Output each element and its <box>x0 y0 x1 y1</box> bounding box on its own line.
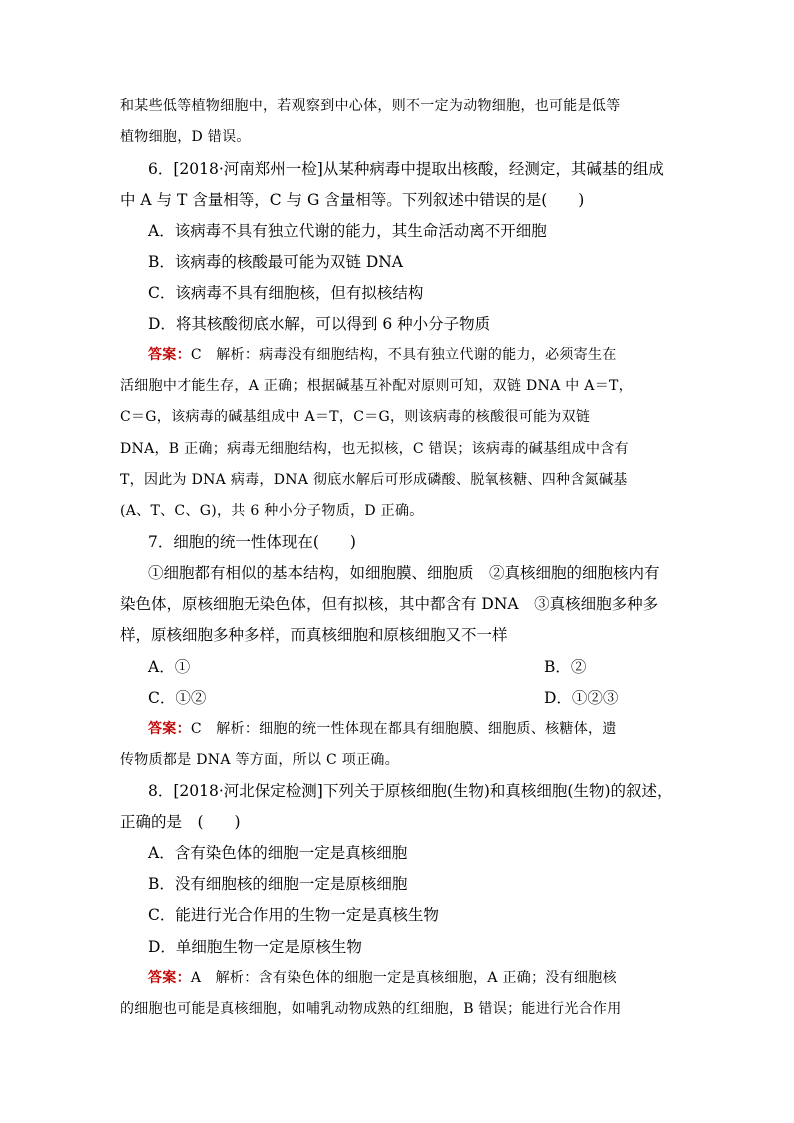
question-6-explanation-line: T，因此为 DNA 病毒，DNA 彻底水解后可形成磷酸、脱氧核糖、四种含氮碱基 <box>120 472 628 488</box>
question-6-option-d: D．将其核酸彻底水解，可以得到 6 种小分子物质 <box>148 315 491 333</box>
question-8-explanation-line: 的细胞也可能是真核细胞，如哺乳动物成熟的红细胞，B 错误；能进行光合作用 <box>120 1001 622 1017</box>
answer-label: 答案： <box>148 721 191 737</box>
answer-label: 答案： <box>148 970 191 986</box>
question-7-item: 染色体，原核细胞无染色体，但有拟核，其中都含有 DNA ③真核细胞多种多 <box>120 595 659 613</box>
question-7-options-row <box>148 655 674 679</box>
answer-label: 答案： <box>148 347 191 363</box>
question-8-stem: 正确的是 ( ) <box>120 813 241 831</box>
explanation-text: A 解析：含有染色体的细胞一定是真核细胞，A 正确；没有细胞核 <box>190 970 617 986</box>
prev-explanation-line: 植物细胞，D 错误。 <box>120 129 251 145</box>
question-6-option-a: A．该病毒不具有独立代谢的能力，其生命活动离不开细胞 <box>148 222 547 240</box>
question-7-option-b: B．② <box>544 658 587 676</box>
question-6-explanation-line: 活细胞中才能生存，A 正确；根据碱基互补配对原则可知，双链 DNA 中 A＝T， <box>120 378 633 394</box>
question-7-stem: 7．细胞的统一性体现在( ) <box>148 533 356 551</box>
question-6-explanation-line: C＝G，该病毒的碱基组成中 A＝T，C＝G，则该病毒的核酸很可能为双链 <box>120 409 591 425</box>
question-6-explanation-line: DNA，B 正确；病毒无细胞结构，也无拟核，C 错误；该病毒的碱基组成中含有 <box>120 441 629 457</box>
explanation-text: C 解析：病毒没有细胞结构，不具有独立代谢的能力，必须寄生在 <box>190 347 617 363</box>
question-6-stem: 中 A 与 T 含量相等，C 与 G 含量相等。下列叙述中错误的是( ) <box>120 191 585 209</box>
question-8-explanation <box>148 966 674 990</box>
question-6-stem: 6．[2018·河南郑州一检]从某种病毒中提取出核酸，经测定，其碱基的组成 <box>148 160 664 178</box>
question-7-explanation-line: 传物质都是 DNA 等方面，所以 C 项正确。 <box>120 752 399 768</box>
question-6-explanation-line: (A、T、C、G)，共 6 种小分子物质，D 正确。 <box>120 503 424 519</box>
question-7-option-d: D．①②③ <box>544 689 619 707</box>
question-7-option-a: A．① <box>148 658 191 676</box>
question-7-item: 样，原核细胞多种多样，而真核细胞和原核细胞又不一样 <box>120 626 508 644</box>
question-8-option-b: B．没有细胞核的细胞一定是原核细胞 <box>148 875 408 893</box>
question-7-options-row <box>148 686 674 710</box>
question-6-explanation <box>148 343 674 367</box>
question-7-item: ①细胞都有相似的基本结构，如细胞膜、细胞质 ②真核细胞的细胞核内有 <box>148 564 660 582</box>
prev-explanation-line: 和某些低等植物细胞中，若观察到中心体，则不一定为动物细胞，也可能是低等 <box>120 98 621 114</box>
question-8-stem: 8．[2018·河北保定检测]下列关于原核细胞(生物)和真核细胞(生物)的叙述， <box>148 782 673 800</box>
question-6-option-b: B．该病毒的核酸最可能为双链 DNA <box>148 253 404 271</box>
question-7-option-c: C．①② <box>148 689 207 707</box>
question-7-explanation <box>148 717 674 741</box>
explanation-text: C 解析：细胞的统一性体现在都具有细胞膜、细胞质、核糖体，遗 <box>190 721 617 737</box>
question-6-option-c: C．该病毒不具有细胞核，但有拟核结构 <box>148 284 424 302</box>
question-8-option-d: D．单细胞生物一定是原核生物 <box>148 938 362 956</box>
question-8-option-a: A．含有染色体的细胞一定是真核细胞 <box>148 844 408 862</box>
question-8-option-c: C．能进行光合作用的生物一定是真核生物 <box>148 906 439 924</box>
